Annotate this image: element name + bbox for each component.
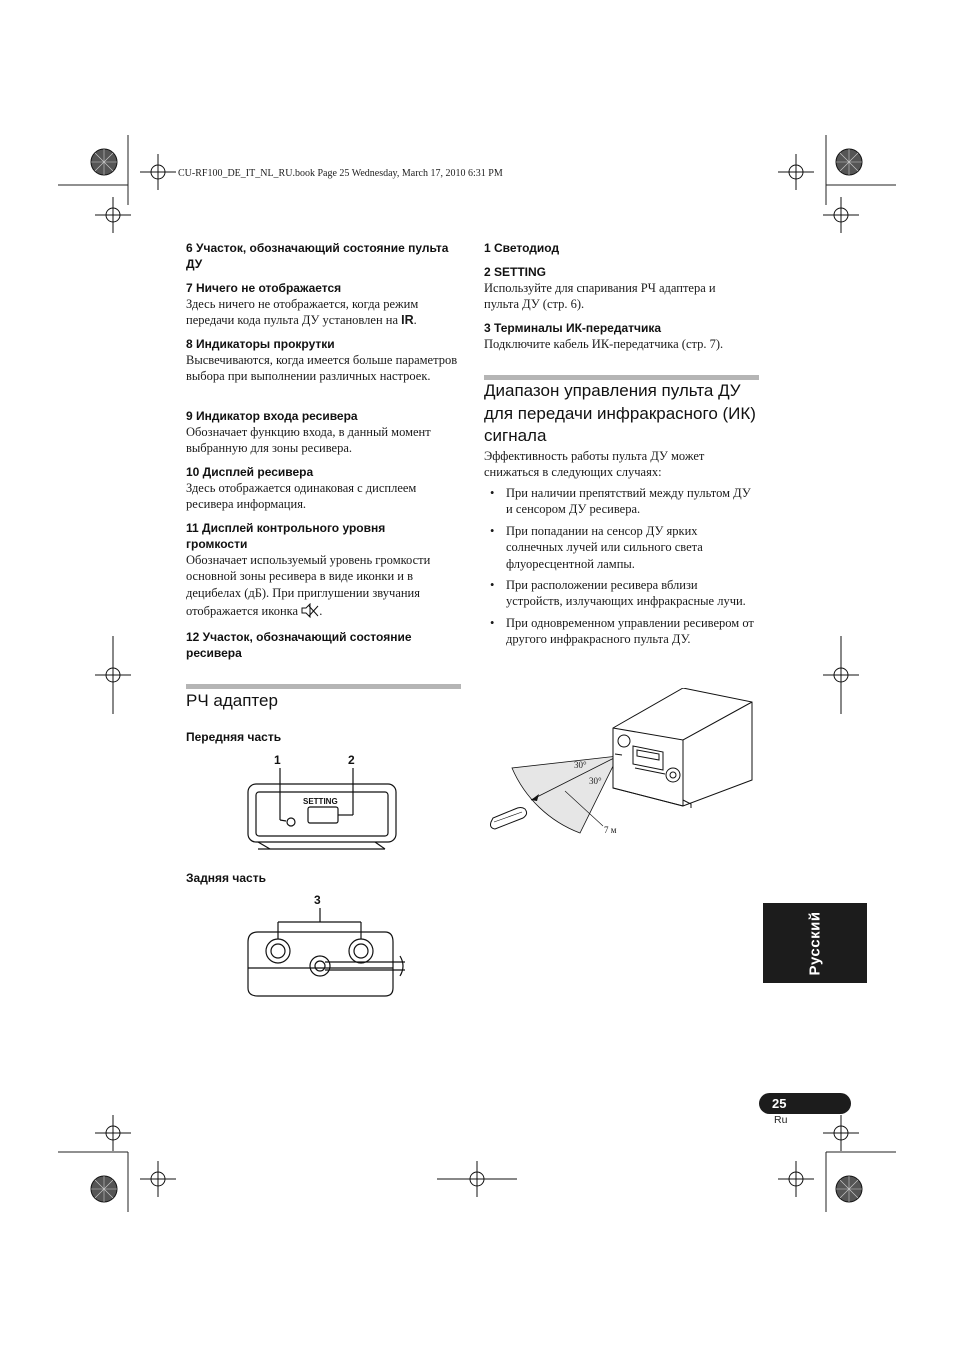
- angle-bottom-label: 30°: [589, 776, 602, 786]
- angle-top-label: 30°: [574, 760, 587, 770]
- item-6-title: 6 Участок, обозначающий состояние пульта ДУ: [186, 241, 449, 271]
- ir-bullet-list: [484, 485, 756, 653]
- rf-item-2-title: 2 SETTING: [484, 265, 547, 279]
- ir-range-diagram: [485, 688, 760, 848]
- item-10-title: 10 Дисплей ресивера: [186, 465, 314, 479]
- callout-1: 1: [274, 753, 281, 767]
- rear-label: Задняя часть: [186, 871, 266, 885]
- rf-item-3-body: Подключите кабель ИК-передатчика (стр. 7).: [484, 337, 724, 351]
- list-item: • При попадании на сенсор ДУ ярких солнечных лучей или сильного света флуоресцентной лампы.: [484, 523, 756, 572]
- item-9-body: Обозначает функцию входа, в данный момент выбранную для зоны ресивера.: [186, 425, 431, 456]
- item-9-title: 9 Индикатор входа ресивера: [186, 409, 358, 423]
- language-tab-label: Русский: [806, 910, 824, 976]
- page-language: Ru: [774, 1114, 788, 1126]
- item-11-title: 11 Дисплей контрольного уровня громкости: [186, 521, 386, 551]
- callout-3: 3: [314, 893, 321, 907]
- item-7-body: Здесь ничего не отображается, когда режим передачи кода пульта ДУ установлен на IR.: [186, 297, 419, 328]
- mute-icon: [301, 603, 319, 618]
- ir-intro: Эффективность работы пульта ДУ может снижаться в следующих случаях:: [484, 449, 705, 480]
- item-8-body: Высвечиваются, когда имеется больше параметров выбора при выполнении различных настроек.: [186, 353, 458, 384]
- item-10-body: Здесь отображается одинаковая с дисплеем ресивера информация.: [186, 481, 417, 512]
- item-8-title: 8 Индикаторы прокрутки: [186, 337, 335, 351]
- list-item: • При одновременном управлении ресивером от другого инфракрасного пульта ДУ.: [484, 615, 756, 648]
- ir-range-heading: Диапазон управления пульта ДУ для передачи инфракрасного (ИК) сигнала: [484, 381, 756, 445]
- rf-adapter-rear-diagram: [240, 890, 415, 1000]
- item-12-title: 12 Участок, обозначающий состояние ресивера: [186, 630, 412, 660]
- front-label: Передняя часть: [186, 730, 282, 744]
- print-header: CU-RF100_DE_IT_NL_RU.book Page 25 Wednesday, March 17, 2010 6:31 PM: [178, 168, 503, 179]
- section-rule: [186, 684, 461, 689]
- list-item: • При расположении ресивера вблизи устройств, излучающих инфракрасные лучи.: [484, 577, 756, 610]
- list-item: • При наличии препятствий между пультом ДУ и сенсором ДУ ресивера.: [484, 485, 756, 518]
- page-number: 25: [772, 1096, 787, 1111]
- rf-item-1-title: 1 Светодиод: [484, 241, 560, 255]
- rf-adapter-heading: РЧ адаптер: [186, 691, 278, 710]
- item-11-body: Обозначает используемый уровень громкости основной зоны ресивера в виде иконки и в децибелах (дБ). При приглушении звучания отображается иконка .: [186, 553, 431, 619]
- rf-item-3-title: 3 Терминалы ИК-передатчика: [484, 321, 662, 335]
- callout-2: 2: [348, 753, 355, 767]
- rf-item-2-body: Используйте для спаривания РЧ адаптера и пульта ДУ (стр. 6).: [484, 281, 716, 312]
- rf-adapter-front-diagram: [240, 750, 405, 858]
- item-7-title: 7 Ничего не отображается: [186, 281, 342, 295]
- distance-label: 7 м: [604, 825, 617, 835]
- setting-label: SETTING: [303, 797, 338, 806]
